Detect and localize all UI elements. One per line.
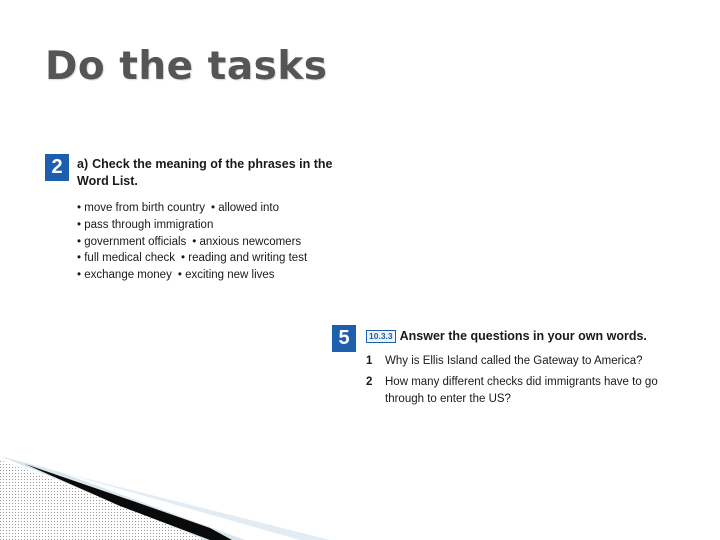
word-list-line xyxy=(77,250,365,267)
phrase-item: • anxious newcomers xyxy=(192,236,301,248)
phrase-item: • government officials xyxy=(77,236,186,248)
word-list-line xyxy=(77,267,365,284)
phrase-item: • exchange money xyxy=(77,269,172,281)
audio-track-code: 10.3.3 xyxy=(366,330,396,343)
task-2-instruction: Check the meaning of the phrases in the Word List. xyxy=(77,157,333,188)
slide-title: Do the tasks xyxy=(45,44,328,89)
phrase-item: • pass through immigration xyxy=(77,219,213,231)
phrase-item: • full medical check xyxy=(77,252,175,264)
question-number: 1 xyxy=(366,355,373,367)
task-2-block xyxy=(45,154,365,284)
task-5-instruction: Answer the questions in your own words. xyxy=(399,329,647,343)
task-number-badge: 5 xyxy=(332,325,356,352)
decorative-stripes xyxy=(0,440,720,540)
word-list xyxy=(77,200,365,284)
task-2-heading xyxy=(77,154,365,190)
phrase-item: • move from birth country xyxy=(77,202,205,214)
word-list-line xyxy=(77,234,365,251)
question-item xyxy=(366,374,672,408)
task-part-label: a) xyxy=(77,157,89,171)
word-list-line xyxy=(77,217,365,234)
word-list-line xyxy=(77,200,365,217)
task-5-heading xyxy=(366,325,672,345)
phrase-item: • exciting new lives xyxy=(178,269,275,281)
question-item xyxy=(366,353,672,370)
question-list xyxy=(366,353,672,407)
question-number: 2 xyxy=(366,375,373,388)
phrase-item: • allowed into xyxy=(211,202,279,214)
question-text: How many different checks did immigrants have to go through to enter the US? xyxy=(385,375,658,405)
task-number-badge: 2 xyxy=(45,154,69,181)
task-5-block xyxy=(332,325,672,411)
phrase-item: • reading and writing test xyxy=(181,252,307,264)
question-text: Why is Ellis Island called the Gateway to America? xyxy=(385,355,643,367)
